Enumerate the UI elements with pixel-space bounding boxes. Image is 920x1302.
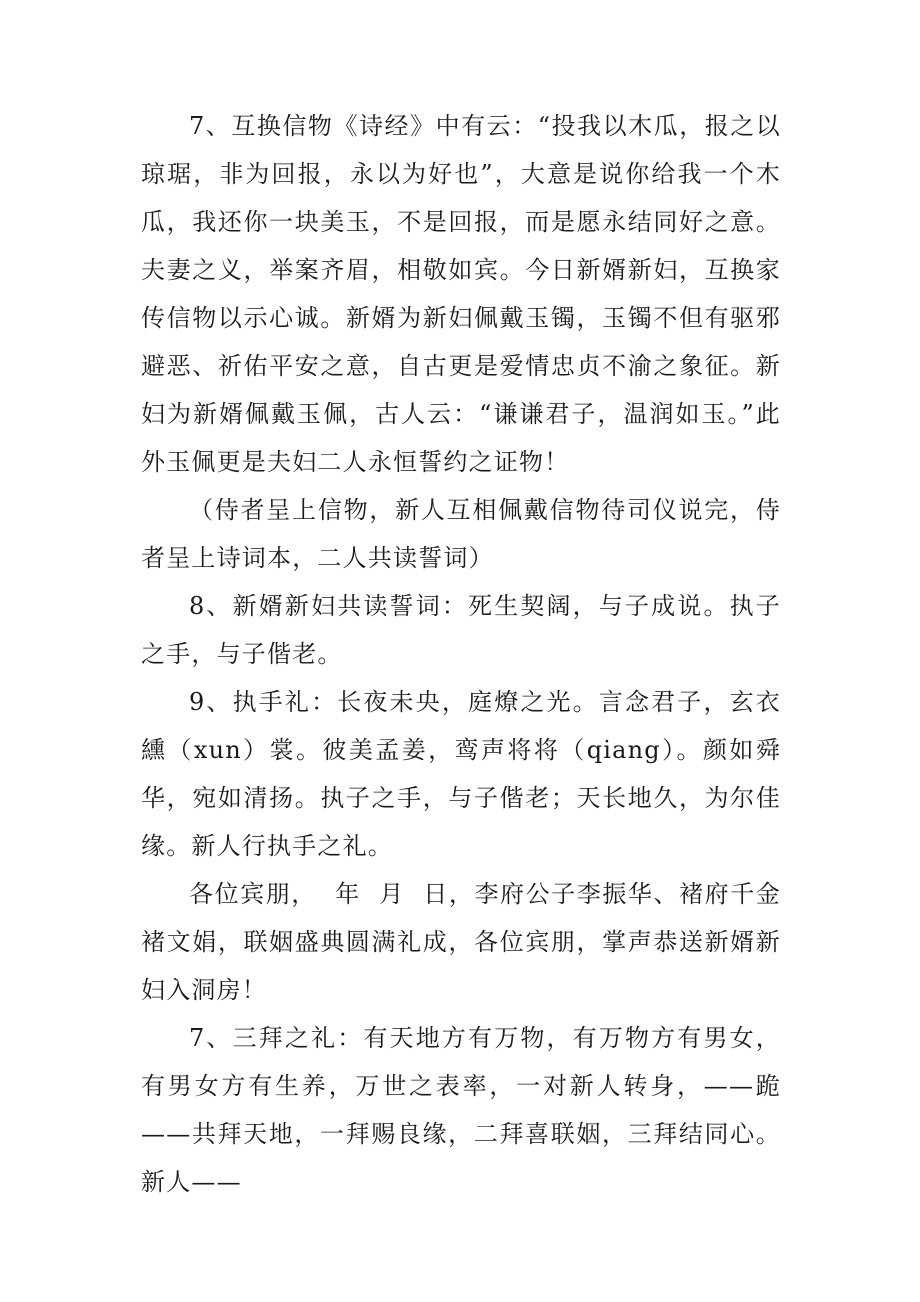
- paragraph-three-bows: 7、三拜之礼：有天地方有万物，有万物方有男女，有男女方有生养，万世之表率，一对新人转身，——跪——共拜天地，一拜赐良缘，二拜喜联姻，三拜结同心。新人——: [141, 1024, 781, 1196]
- paragraph-exchange-tokens: 7、互换信物《诗经》中有云：“投我以木瓜，报之以琼琚，非为回报，永以为好也”，大意是说你给我一个木瓜，我还你一块美玉，不是回报，而是愿永结同好之意。夫妻之义，举案齐眉，相敬如宾。今日新婿新妇，互换家传信物以示心诚。新婿为新妇佩戴玉镯，玉镯不但有驱邪避恶、祈佑平安之意，自古更是爱情忠贞不渝之象征。新妇为新婿佩戴玉佩，古人云：“谦谦君子，温润如玉。”此外玉佩更是夫妇二人永恒誓约之证物！: [141, 112, 781, 476]
- paragraph-stage-direction: （侍者呈上信物，新人互相佩戴信物待司仪说完，侍者呈上诗词本，二人共读誓词）: [141, 496, 781, 572]
- document-body: [141, 102, 781, 1206]
- paragraph-ceremony-complete: 各位宾朋， 年 月 日，李府公子李振华、褚府千金褚文娟，联姻盛典圆满礼成，各位宾朋，掌声恭送新婿新妇入洞房！: [141, 880, 781, 1004]
- paragraph-vows: 8、新婿新妇共读誓词：死生契阔，与子成说。执子之手，与子偕老。: [141, 592, 781, 668]
- paragraph-hand-holding-rite: 9、执手礼：长夜未央，庭燎之光。言念君子，玄衣纁（xun）裳。彼美孟姜，鸾声将将（qiang）。颜如舜华，宛如清扬。执子之手，与子偕老；天长地久，为尔佳缘。新人行执手之礼。: [141, 688, 781, 860]
